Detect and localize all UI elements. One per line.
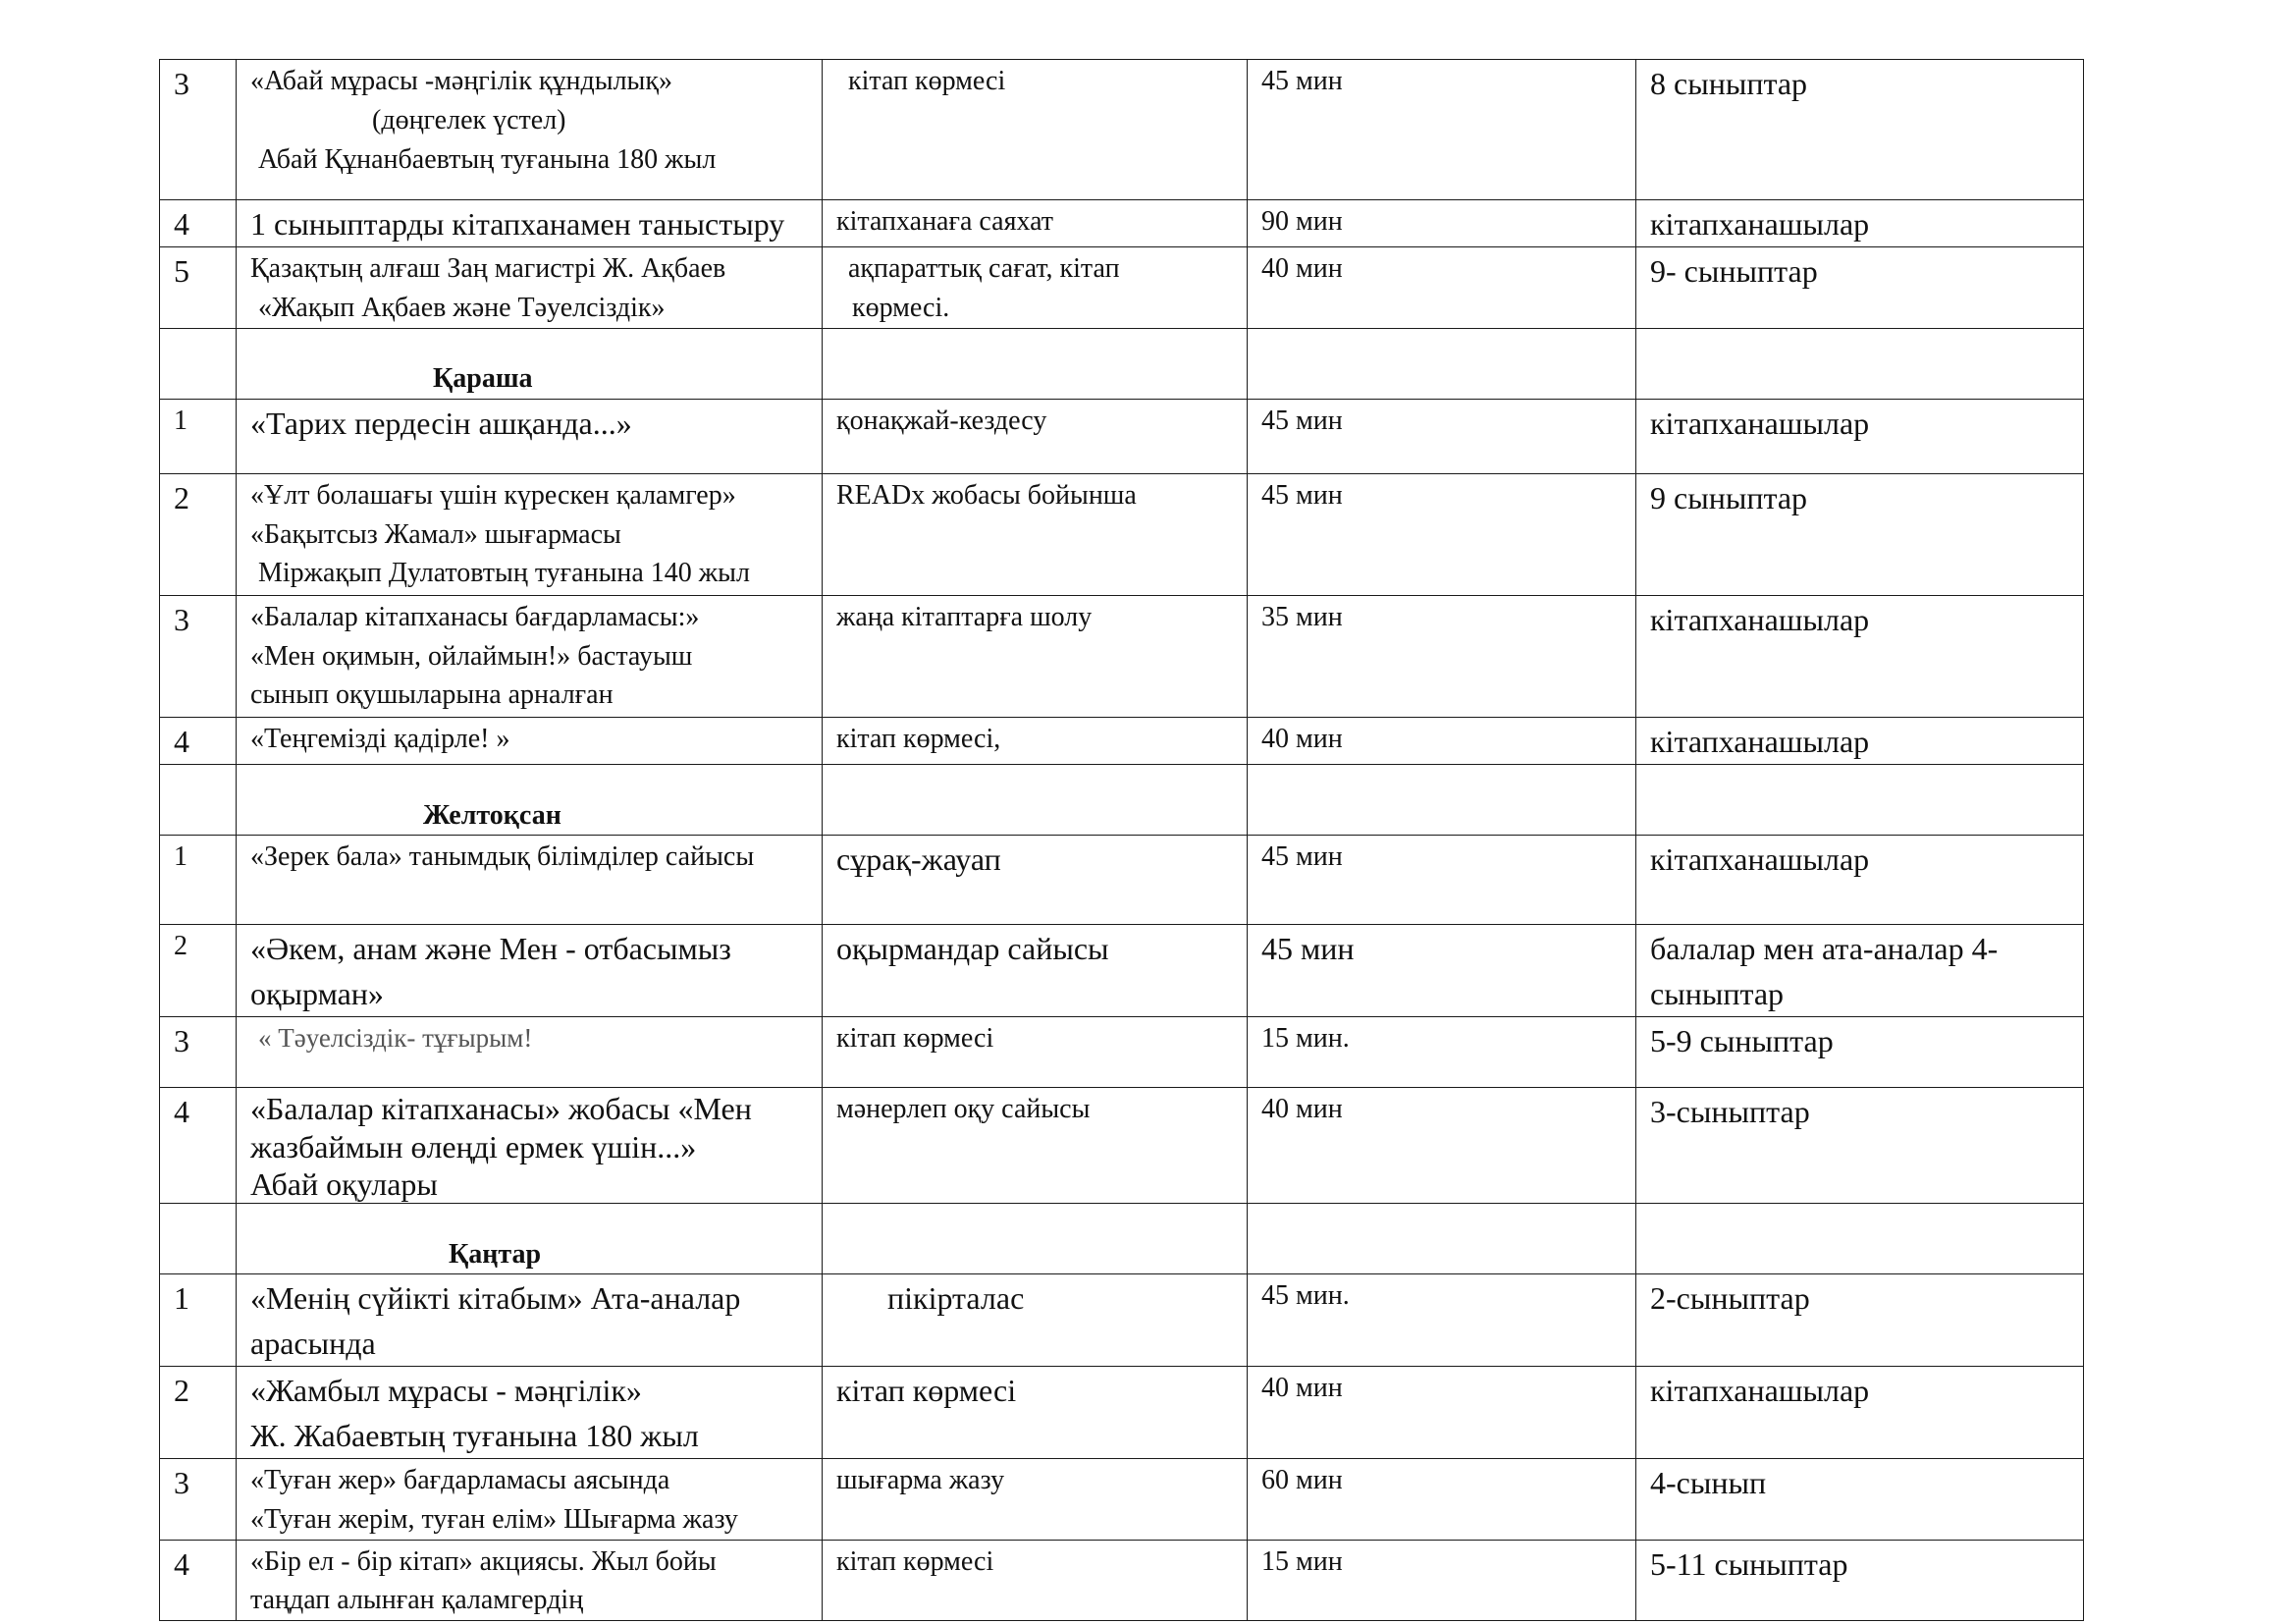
event-time: 40 мин — [1248, 1088, 1636, 1204]
form-line: көрмесі. — [852, 293, 950, 324]
title-line: жазбаймын өлеңді ермек үшін...» — [250, 1128, 697, 1164]
audience-line: 5-11 сыныптар — [1650, 1545, 1848, 1582]
month-label: Қаңтар — [449, 1238, 542, 1270]
table-row — [160, 473, 2084, 595]
event-audience — [1636, 247, 2084, 329]
table-row — [160, 1017, 2084, 1088]
title-line: Абай оқулары — [250, 1166, 438, 1203]
title-line: «Бір ел - бір кітап» акциясы. Жыл бойы — [250, 1545, 717, 1577]
month-label: Желтоқсан — [423, 799, 561, 831]
event-title — [237, 836, 823, 925]
event-form — [823, 836, 1248, 925]
title-line: 1 сыныптарды кітапханамен таныстыру — [250, 206, 785, 242]
audience-line: кітапханашылар — [1650, 405, 1870, 441]
title-line: «Менің сүйікті кітабым» Ата-аналар — [250, 1280, 741, 1317]
title-line: «Тарих пердесін ашқанда...» — [250, 405, 632, 441]
month-label: Қараша — [433, 363, 533, 395]
table-row — [160, 595, 2084, 717]
title-line: Міржақып Дулатовтың туғанына 140 жыл — [258, 558, 750, 589]
row-number: 1 — [160, 1274, 237, 1367]
event-title — [237, 200, 823, 247]
row-number: 4 — [160, 717, 237, 764]
audience-line: 3-сыныптар — [1650, 1094, 1810, 1130]
form-line: оқырмандар сайысы — [836, 931, 1109, 967]
event-audience — [1636, 595, 2084, 717]
audience-line: балалар мен ата-аналар 4- — [1650, 931, 1999, 967]
event-time: 40 мин — [1248, 1367, 1636, 1459]
event-form — [823, 60, 1248, 200]
form-line: кітап көрмесі — [836, 1023, 994, 1055]
event-audience — [1636, 60, 2084, 200]
audience-line: кітапханашылар — [1650, 206, 1870, 242]
event-title — [237, 1540, 823, 1621]
event-audience — [1636, 836, 2084, 925]
table-row — [160, 247, 2084, 329]
title-line: «Туған жерім, туған елім» Шығарма жазу — [250, 1503, 738, 1535]
event-title — [237, 1017, 823, 1088]
row-number: 4 — [160, 1088, 237, 1204]
event-audience — [1636, 473, 2084, 595]
table-row — [160, 399, 2084, 473]
form-line: шығарма жазу — [836, 1465, 1005, 1496]
event-time: 15 мин — [1248, 1540, 1636, 1621]
title-line: «Теңгемізді қадірле! » — [250, 723, 510, 754]
audience-line: 4-сынып — [1650, 1465, 1767, 1501]
event-time: 45 мин. — [1248, 1274, 1636, 1367]
event-title — [237, 1367, 823, 1459]
event-title — [237, 1459, 823, 1541]
event-audience — [1636, 717, 2084, 764]
month-heading — [237, 765, 823, 836]
title-line: таңдап алынған қаламгердің — [250, 1585, 584, 1616]
month-row — [160, 765, 2084, 836]
event-time: 45 мин — [1248, 925, 1636, 1017]
event-time: 15 мин. — [1248, 1017, 1636, 1088]
event-time: 40 мин — [1248, 717, 1636, 764]
event-form — [823, 1274, 1248, 1367]
event-time: 45 мин — [1248, 836, 1636, 925]
row-number: 1 — [160, 836, 237, 925]
row-number: 1 — [160, 399, 237, 473]
table-row — [160, 1367, 2084, 1459]
event-audience — [1636, 200, 2084, 247]
title-line: «Әкем, анам және Мен - отбасымыз — [250, 931, 731, 967]
event-form — [823, 1088, 1248, 1204]
event-audience — [1636, 399, 2084, 473]
row-number: 2 — [160, 1367, 237, 1459]
form-line: қонақжай-кездесу — [836, 405, 1047, 436]
row-number: 4 — [160, 1540, 237, 1621]
form-line: мәнерлеп оқу сайысы — [836, 1094, 1091, 1125]
row-number: 3 — [160, 1459, 237, 1541]
title-line: «Балалар кітапханасы бағдарламасы:» — [250, 601, 700, 632]
table-row — [160, 1459, 2084, 1541]
event-audience — [1636, 1540, 2084, 1621]
table-row — [160, 717, 2084, 764]
event-audience — [1636, 1459, 2084, 1541]
title-line: «Бақытсыз Жамал» шығармасы — [250, 518, 621, 550]
event-title — [237, 247, 823, 329]
event-title — [237, 595, 823, 717]
form-line: жаңа кітаптарға шолу — [836, 601, 1093, 632]
event-title — [237, 473, 823, 595]
table-row — [160, 200, 2084, 247]
event-time: 45 мин — [1248, 473, 1636, 595]
title-line: «Мен оқимын, ойлаймын!» бастауыш — [250, 640, 693, 672]
row-number: 3 — [160, 1017, 237, 1088]
event-form — [823, 200, 1248, 247]
month-row — [160, 328, 2084, 399]
title-line: «Жамбыл мұрасы - мәңгілік» — [250, 1373, 642, 1409]
row-number: 3 — [160, 595, 237, 717]
table-row — [160, 836, 2084, 925]
form-line: кітап көрмесі — [836, 1373, 1017, 1409]
audience-line: 8 сыныптар — [1650, 66, 1808, 101]
event-audience — [1636, 1017, 2084, 1088]
event-title — [237, 1088, 823, 1204]
row-number: 3 — [160, 60, 237, 200]
event-form — [823, 247, 1248, 329]
title-line: (дөңгелек үстел) — [372, 104, 566, 135]
audience-line: сыныптар — [1650, 975, 1785, 1011]
form-line: кітап көрмесі, — [836, 723, 1001, 754]
event-form — [823, 473, 1248, 595]
title-line: «Туған жер» бағдарламасы аясында — [250, 1465, 670, 1496]
title-line: «Ұлт болашағы үшін күрескен қаламгер» — [250, 479, 736, 511]
month-heading — [237, 328, 823, 399]
event-audience — [1636, 1274, 2084, 1367]
event-form — [823, 1540, 1248, 1621]
table-row — [160, 1274, 2084, 1367]
form-line: кітапханаға саяхат — [836, 206, 1054, 237]
event-time: 45 мин — [1248, 399, 1636, 473]
table-row — [160, 60, 2084, 200]
form-line: READx жобасы бойынша — [836, 479, 1137, 511]
row-number: 2 — [160, 925, 237, 1017]
audience-line: кітапханашылар — [1650, 601, 1870, 637]
event-title — [237, 399, 823, 473]
title-line: арасында — [250, 1325, 376, 1361]
row-number: 5 — [160, 247, 237, 329]
event-time: 60 мин — [1248, 1459, 1636, 1541]
title-line: « Тәуелсіздік- тұғырым! — [258, 1023, 533, 1054]
title-line: «Балалар кітапханасы» жобасы «Мен — [250, 1091, 752, 1127]
event-time: 40 мин — [1248, 247, 1636, 329]
form-line: кітап көрмесі — [848, 66, 1006, 96]
event-title — [237, 1274, 823, 1367]
event-form — [823, 1459, 1248, 1541]
title-line: Абай Құнанбаевтың туғанына 180 жыл — [258, 143, 717, 175]
event-audience — [1636, 925, 2084, 1017]
month-heading — [237, 1204, 823, 1274]
event-audience — [1636, 1088, 2084, 1204]
event-time: 35 мин — [1248, 595, 1636, 717]
audience-line: кітапханашылар — [1650, 841, 1870, 878]
event-audience — [1636, 1367, 2084, 1459]
title-line: оқырман» — [250, 975, 384, 1011]
event-form — [823, 925, 1248, 1017]
event-title — [237, 60, 823, 200]
title-line: «Жақып Ақбаев және Тәуелсіздік» — [258, 293, 666, 324]
title-line: Ж. Жабаевтың туғанына 180 жыл — [250, 1417, 699, 1453]
table-row — [160, 925, 2084, 1017]
row-number: 2 — [160, 473, 237, 595]
table-row — [160, 1540, 2084, 1621]
event-form — [823, 399, 1248, 473]
row-number: 4 — [160, 200, 237, 247]
table-row — [160, 1088, 2084, 1204]
month-row — [160, 1204, 2084, 1274]
event-time: 90 мин — [1248, 200, 1636, 247]
event-form — [823, 1367, 1248, 1459]
title-line: Қазақтың алғаш Заң магистрі Ж. Ақбаев — [250, 253, 726, 285]
audience-line: 9- сыныптар — [1650, 253, 1818, 290]
title-line: «Зерек бала» танымдық білімділер сайысы — [250, 841, 755, 873]
form-line: кітап көрмесі — [836, 1545, 994, 1577]
event-title — [237, 925, 823, 1017]
audience-line: 5-9 сыныптар — [1650, 1023, 1834, 1059]
audience-line: 9 сыныптар — [1650, 479, 1808, 515]
event-form — [823, 595, 1248, 717]
event-form — [823, 1017, 1248, 1088]
form-line: пікірталас — [887, 1280, 1025, 1317]
audience-line: 2-сыныптар — [1650, 1280, 1810, 1317]
form-line: сұрақ-жауап — [836, 841, 1001, 878]
title-line: сынып оқушыларына арналған — [250, 679, 614, 711]
audience-line: кітапханашылар — [1650, 723, 1870, 759]
form-line: ақпараттық сағат, кітап — [848, 253, 1120, 285]
events-table — [159, 59, 2084, 1621]
event-title — [237, 717, 823, 764]
title-line: «Абай мұрасы -мәңгілік құндылық» — [250, 66, 672, 96]
audience-line: кітапханашылар — [1650, 1373, 1870, 1409]
event-time: 45 мин — [1248, 60, 1636, 200]
event-form — [823, 717, 1248, 764]
